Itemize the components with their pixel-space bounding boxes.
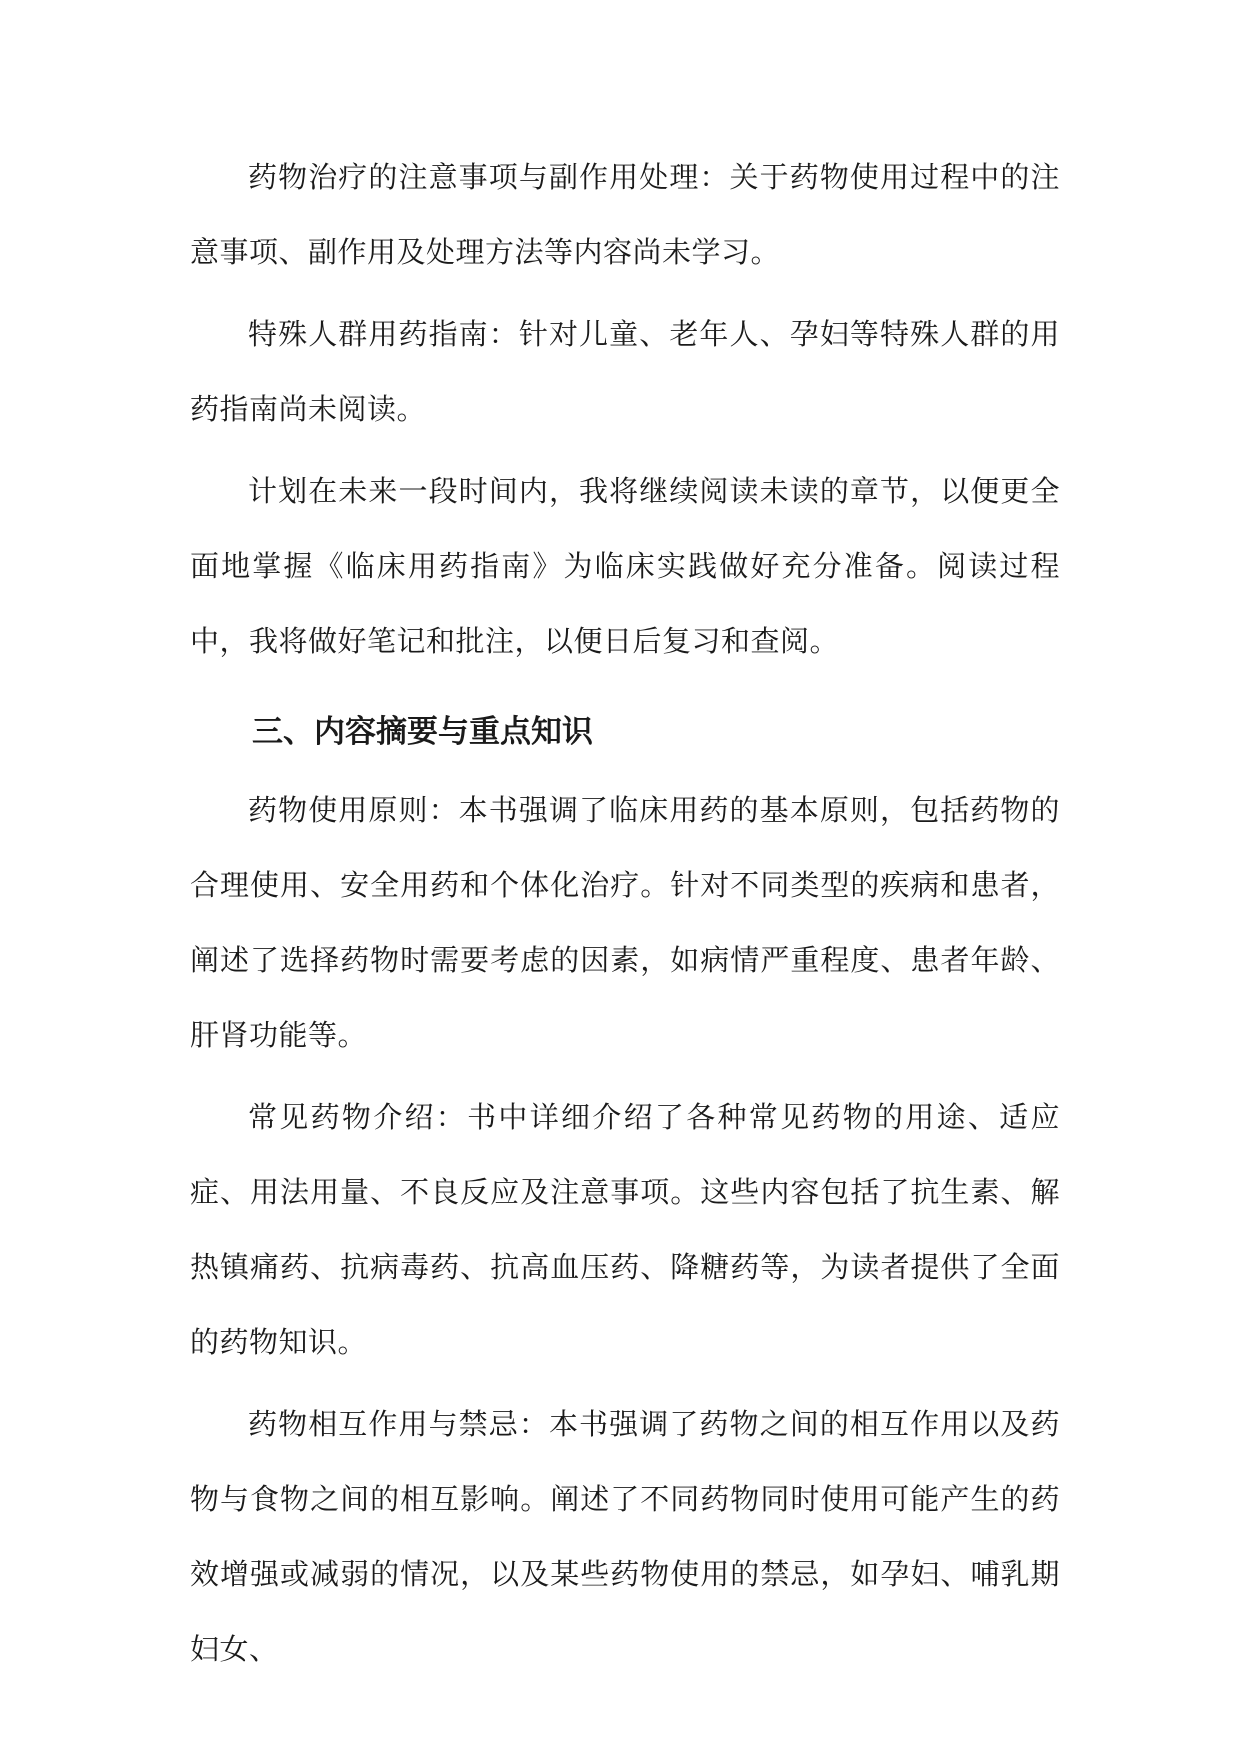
paragraph-drug-interactions: 药物相互作用与禁忌：本书强调了药物之间的相互作用以及药物与食物之间的相互影响。阐述了不同药物同时使用可能产生的药效增强或减弱的情况，以及某些药物使用的禁忌，如孕妇、哺乳期妇女、: [190, 1407, 1060, 1666]
paragraph-common-drugs: 常见药物介绍：书中详细介绍了各种常见药物的用途、适应症、用法用量、不良反应及注意事项。这些内容包括了抗生素、解热镇痛药、抗病毒药、抗高血压药、降糖药等，为读者提供了全面的药物知识。: [190, 1100, 1060, 1359]
section-heading: 三、内容摘要与重点知识: [252, 714, 593, 750]
paragraph-special-populations: 特殊人群用药指南：针对儿童、老年人、孕妇等特殊人群的用药指南尚未阅读。: [190, 317, 1060, 426]
paragraph-side-effects: 药物治疗的注意事项与副作用处理：关于药物使用过程中的注意事项、副作用及处理方法等内容尚未学习。: [190, 160, 1060, 269]
document-body: [190, 140, 1060, 1694]
paragraph-drug-principles: 药物使用原则：本书强调了临床用药的基本原则，包括药物的合理使用、安全用药和个体化治疗。针对不同类型的疾病和患者，阐述了选择药物时需要考虑的因素，如病情严重程度、患者年龄、肝肾功能等。: [190, 793, 1060, 1052]
paragraph-reading-plan: 计划在未来一段时间内，我将继续阅读未读的章节，以便更全面地掌握《临床用药指南》为临床实践做好充分准备。阅读过程中，我将做好笔记和批注，以便日后复习和查阅。: [190, 474, 1060, 658]
